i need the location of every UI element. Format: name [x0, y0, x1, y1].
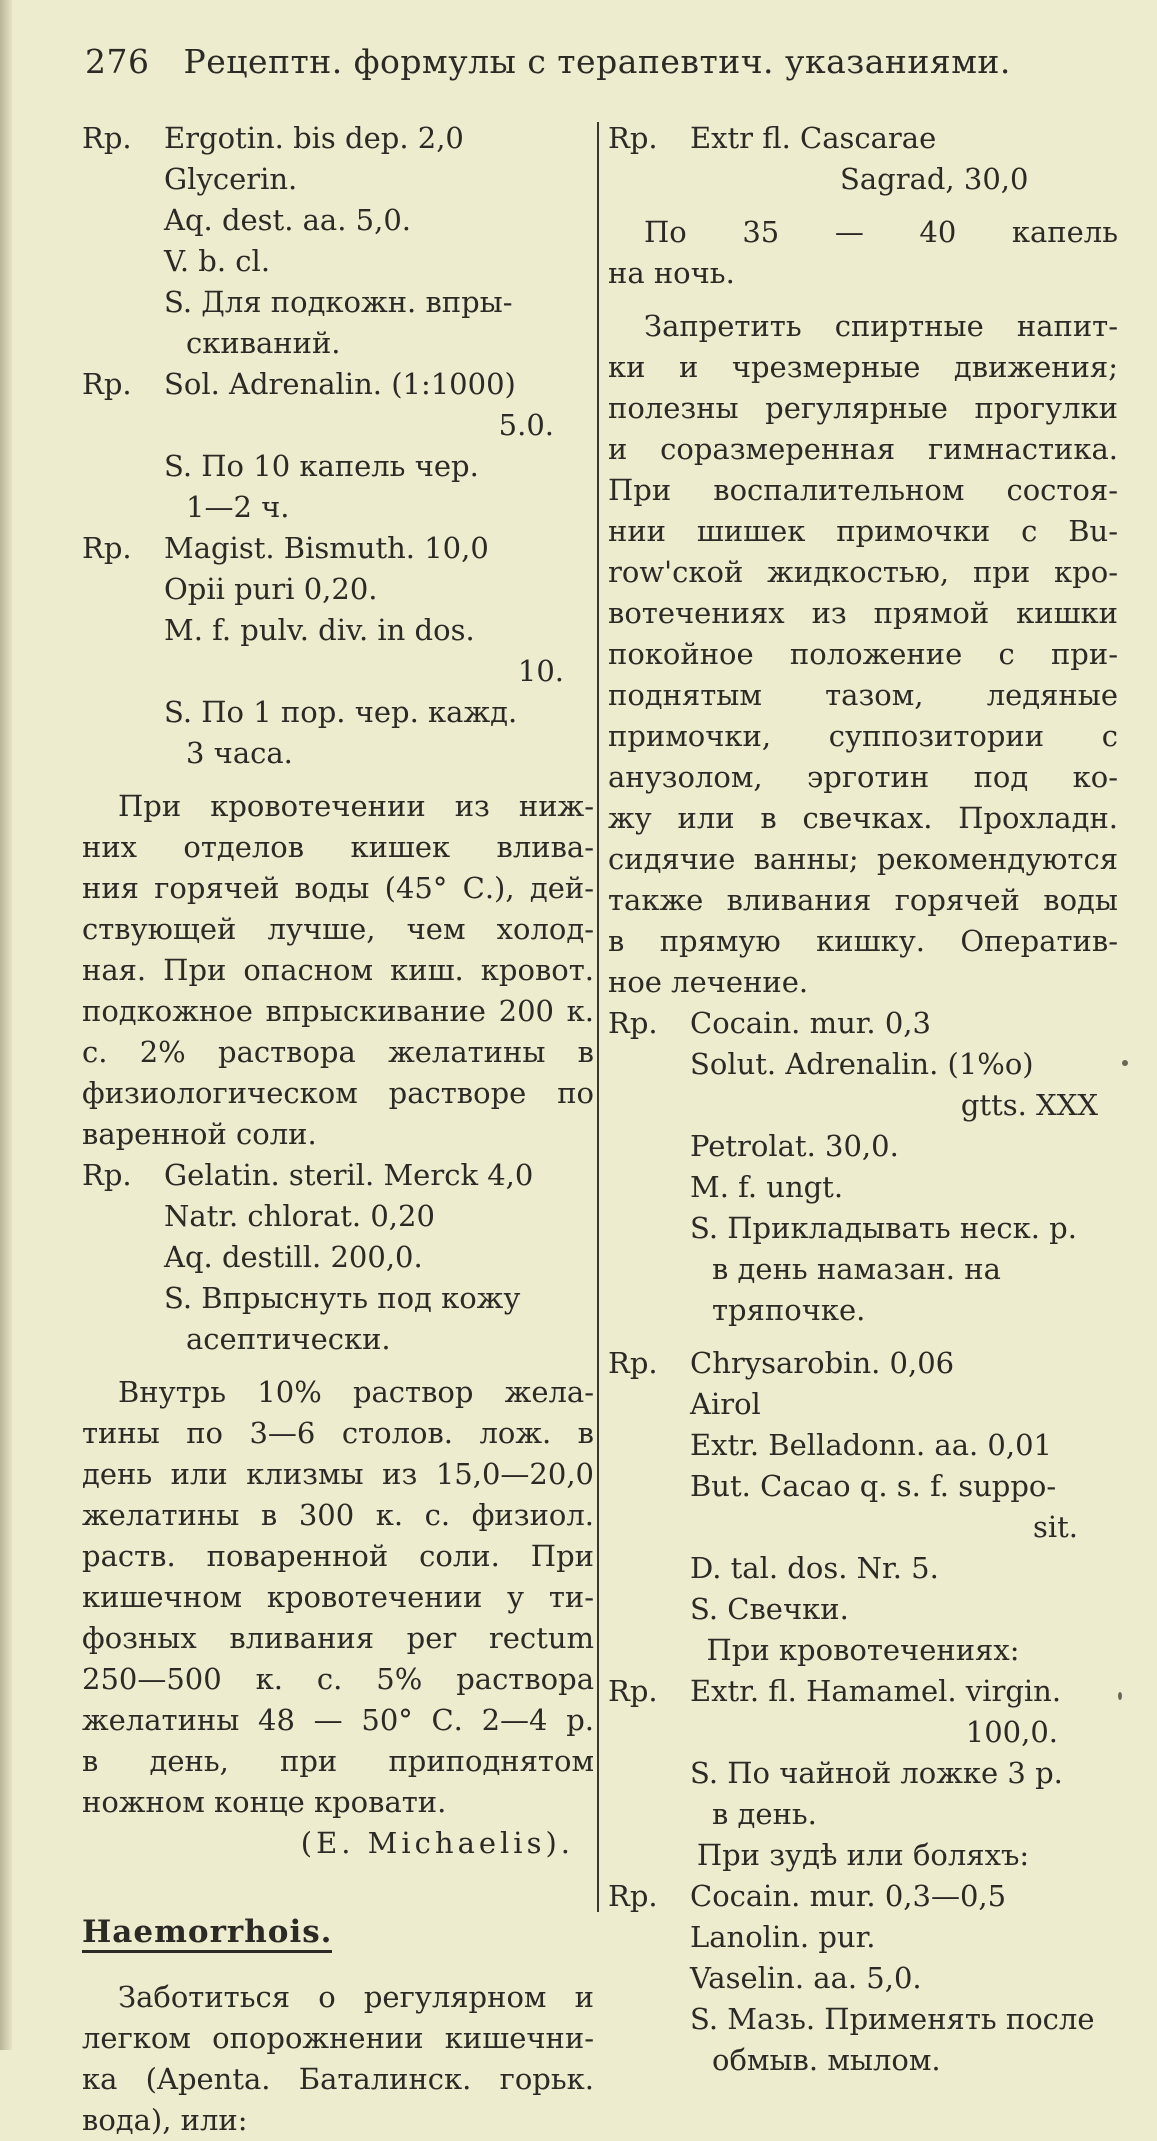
rx-line: Solut. Adrenalin. (1%o): [690, 1047, 1034, 1081]
text-line: сидячие ванны; рекомендуются: [608, 842, 1118, 876]
rx-mark: Rp.: [82, 531, 132, 565]
text-line: нии шишек примочки с Bu-: [608, 514, 1118, 548]
text-line: ное лечение.: [608, 965, 809, 999]
note: При кровотечениях:: [706, 1633, 1020, 1667]
note: При зудѣ или боляхъ:: [696, 1838, 1030, 1872]
text-line: Заботиться о регулярном и: [118, 1980, 594, 2014]
rx-line: Petrolat. 30,0.: [690, 1129, 899, 1163]
prescription: [608, 1343, 1118, 1630]
text-line: анузолом, эрготин под ко-: [608, 760, 1118, 794]
text-line: ствующей лучше, чем холод-: [82, 912, 594, 946]
rx-line: 10.: [517, 654, 564, 688]
text-line: ка (Apenta. Баталинск. горьк.: [82, 2062, 594, 2096]
rx-line: Magist. Bismuth. 10,0: [164, 531, 489, 565]
rx-line: Vaselin. aa. 5,0.: [690, 1961, 922, 1995]
prescription: [608, 1003, 1118, 1331]
rx-line: Glycerin.: [164, 162, 298, 196]
rx-line: Lanolin. pur.: [690, 1920, 876, 1954]
rx-line: D. tal. dos. Nr. 5.: [690, 1551, 939, 1585]
rx-line: sit.: [1032, 1510, 1078, 1544]
rx-line: S. По 1 пор. чер. кажд.: [164, 695, 518, 729]
text-line: При воспалительном состоя-: [608, 473, 1118, 507]
text-line: и соразмеренная гимнастика.: [608, 432, 1118, 466]
page-edge: [0, 0, 12, 2050]
text-line: ная. При опасном киш. кровот.: [82, 953, 594, 987]
text-line: варенной соли.: [82, 1117, 317, 1151]
rx-line: Gelatin. steril. Merck 4,0: [164, 1158, 534, 1192]
rx-line: Airol: [690, 1387, 761, 1421]
prescription: [82, 118, 594, 364]
rx-line: 5.0.: [498, 408, 554, 442]
rx-line: Cocain. mur. 0,3—0,5: [690, 1879, 1007, 1913]
text-line: подкожное впрыскивание 200 к.: [82, 994, 594, 1028]
rx-mark: Rp.: [608, 1346, 658, 1380]
section-title: Haemorrhois.: [82, 1914, 332, 1953]
rx-line: Extr. Belladonn. aa. 0,01: [690, 1428, 1053, 1462]
text-line: тины по 3—6 столов. лож. в: [82, 1416, 594, 1450]
rx-line: V. b. cl.: [164, 244, 271, 278]
left-column: [82, 118, 594, 2141]
rx-mark: Rp.: [608, 1006, 658, 1040]
rx-line: S. Свечки.: [690, 1592, 849, 1626]
rx-line: S. По чайной ложке 3 р.: [690, 1756, 1063, 1790]
text-line: легком опорожнении кишечни-: [82, 2021, 594, 2055]
rx-line: Sol. Adrenalin. (1:1000): [164, 367, 516, 401]
text-line: с. 2% раствора желатины в: [82, 1035, 594, 1069]
paragraph: [82, 786, 594, 1155]
rx-line: S. По 10 капель чер.: [164, 449, 479, 483]
rx-mark: Rp.: [608, 121, 658, 155]
rx-line: в день намазан. на: [712, 1252, 1001, 1286]
text-line: желатины в 300 к. с. физиол.: [82, 1498, 594, 1532]
text-line: Запретить спиртные напит-: [644, 309, 1118, 343]
prescription: [608, 118, 1118, 200]
text-line: них отделов кишек влива-: [82, 830, 594, 864]
rx-line: But. Cacao q. s. f. suppo-: [690, 1469, 1057, 1503]
paragraph: [82, 1977, 594, 2141]
rx-line: скиваний.: [186, 326, 341, 360]
text-line: примочки, суппозитории с: [608, 719, 1118, 753]
paragraph: [608, 212, 1118, 294]
paragraph: [608, 306, 1118, 1003]
page-number: 276: [85, 42, 150, 81]
text-line: Внутрь 10% раствор жела-: [118, 1375, 594, 1409]
rx-line: тряпочке.: [712, 1293, 866, 1327]
text-line: При кровотечении из ниж-: [118, 789, 594, 823]
rx-mark: Rp.: [608, 1674, 658, 1708]
prescription: [82, 528, 594, 774]
rx-mark: Rp.: [82, 121, 132, 155]
prescription: [82, 1155, 594, 1360]
text-line: день или клизмы из 15,0—20,0: [82, 1457, 594, 1491]
rx-line: M. f. pulv. div. in dos.: [164, 613, 475, 647]
rx-line: Aq. dest. aa. 5,0.: [164, 203, 411, 237]
rx-line: Extr. fl. Hamamel. virgin.: [690, 1674, 1062, 1708]
text-line: на ночь.: [608, 256, 735, 290]
paragraph: [82, 1372, 594, 1823]
rx-line: S. Мазь. Применять после: [690, 2002, 1095, 2036]
text-line: в день, при приподнятом: [82, 1744, 594, 1778]
rx-line: Natr. chlorat. 0,20: [164, 1199, 435, 1233]
prescription: [608, 1671, 1118, 1835]
text-line: покойное положение с при-: [608, 637, 1118, 671]
text-line: желатины 48 — 50° С. 2—4 р.: [82, 1703, 594, 1737]
text-line: раств. поваренной соли. При: [82, 1539, 594, 1573]
print-speck: [1118, 1692, 1122, 1700]
rx-line: Sagrad, 30,0: [840, 162, 1029, 196]
rx-line: S. Для подкожн. впры-: [164, 285, 513, 319]
text-line: полезны регулярные прогулки: [608, 391, 1118, 425]
rx-line: 3 часа.: [186, 736, 293, 770]
rx-line: обмыв. мылом.: [712, 2043, 941, 2077]
text-line: ния горячей воды (45° С.), дей-: [82, 871, 594, 905]
rx-line: в день.: [712, 1797, 817, 1831]
prescription: [608, 1876, 1118, 2081]
text-line: кишечном кровотечении у ти-: [82, 1580, 594, 1614]
rx-line: S. Впрыснуть под кожу: [164, 1281, 521, 1315]
rx-line: асептически.: [186, 1322, 391, 1356]
rx-line: Chrysarobin. 0,06: [690, 1346, 955, 1380]
text-line: ножном конце кровати.: [82, 1785, 447, 1819]
attribution: (E. Michaelis).: [300, 1826, 574, 1860]
text-line: вода), или:: [82, 2103, 248, 2137]
rx-mark: Rp.: [82, 367, 132, 401]
rx-line: S. Прикладывать неск. р.: [690, 1211, 1077, 1245]
print-speck: [1122, 1060, 1128, 1066]
rx-line: Opii puri 0,20.: [164, 572, 378, 606]
column-divider: [597, 122, 599, 1912]
rx-line: Ergotin. bis dep. 2,0: [164, 121, 464, 155]
rx-line: 100,0.: [965, 1715, 1058, 1749]
rx-line: Extr fl. Cascarae: [690, 121, 937, 155]
rx-line: gtts. XXX: [960, 1088, 1098, 1122]
page-header: [85, 42, 1011, 81]
rx-line: M. f. ungt.: [690, 1170, 844, 1204]
text-line: вотечениях из прямой кишки: [608, 596, 1118, 630]
running-title: Рецептн. формулы с терапевтич. указаниями.: [183, 42, 1011, 81]
rx-line: Aq. destill. 200,0.: [164, 1240, 423, 1274]
text-line: физиологическом растворе по: [82, 1076, 594, 1110]
text-line: 250—500 к. с. 5% раствора: [82, 1662, 594, 1696]
text-line: row'ской жидкостью, при кро-: [608, 555, 1118, 589]
text-line: ки и чрезмерные движения;: [608, 350, 1118, 384]
text-line: также вливания горячей воды: [608, 883, 1118, 917]
rx-line: Cocain. mur. 0,3: [690, 1006, 931, 1040]
right-column: [608, 118, 1118, 2081]
rx-mark: Rp.: [82, 1158, 132, 1192]
text-line: жу или в свечках. Прохладн.: [608, 801, 1118, 835]
text-line: фозных вливания per rectum: [82, 1621, 594, 1655]
text-line: поднятым тазом, ледяные: [608, 678, 1118, 712]
text-line: в прямую кишку. Оператив-: [608, 924, 1118, 958]
prescription: [82, 364, 594, 528]
rx-line: 1—2 ч.: [186, 490, 290, 524]
text-line: По 35 — 40 капель: [644, 215, 1118, 249]
rx-mark: Rp.: [608, 1879, 658, 1913]
